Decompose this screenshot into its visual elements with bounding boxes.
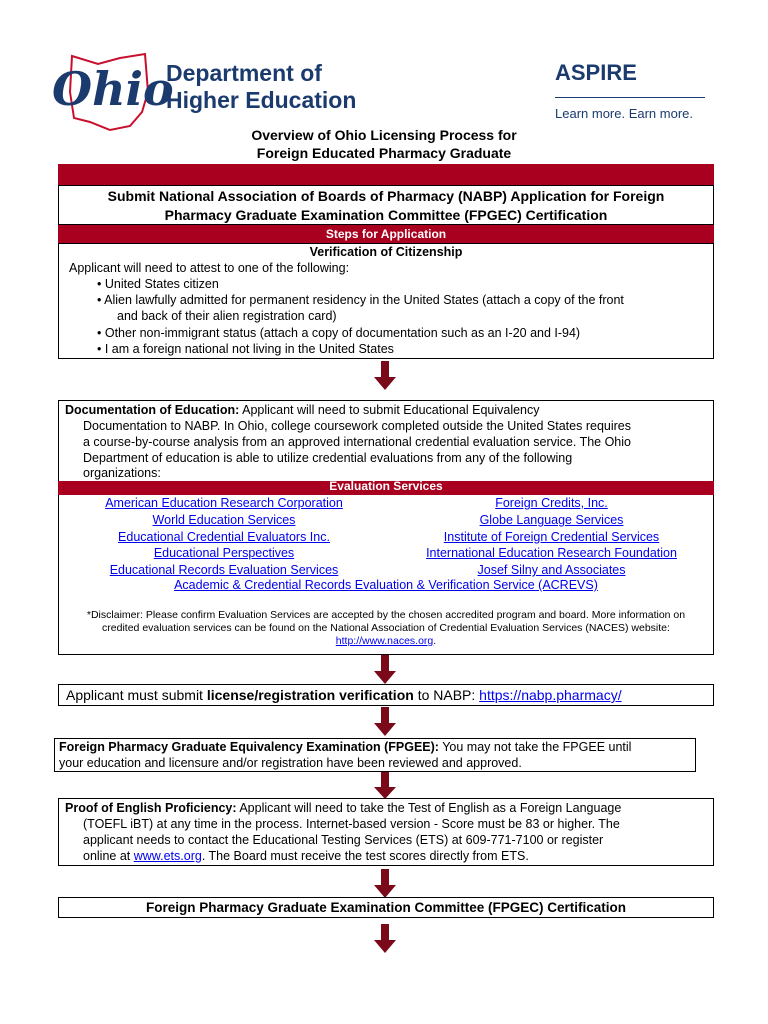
- citizenship-bullet-2-cont: and back of their alien registration card): [117, 309, 337, 323]
- education-box: [58, 400, 714, 482]
- citizenship-intro: Applicant will need to attest to one of the following:: [69, 261, 350, 275]
- license-middle: to NABP:: [413, 687, 480, 703]
- nabp-application-line-2: Pharmacy Graduate Examination Committee (FPGEC) Certification: [164, 207, 608, 223]
- fpgee-label: Foreign Pharmacy Graduate Equivalency Examination (FPGEE):: [59, 740, 439, 754]
- down-arrow-icon: [373, 924, 397, 954]
- nabp-application-line-1: Submit National Association of Boards of Pharmacy (NABP) Application for Foreign: [107, 188, 665, 204]
- english-line-2: (TOEFL iBT) at any time in the process. Internet-based version - Score must be 83 or higher. The: [83, 817, 620, 831]
- citizenship-box: [58, 243, 714, 359]
- disclaimer: [59, 609, 713, 648]
- english-line-1: [65, 800, 621, 816]
- education-line-3: a course-by-course analysis from an approved international credential evaluation service. The Ohio: [83, 435, 631, 449]
- english-line-3: applicant needs to contact the Educational Testing Services (ETS) at 609-771-7100 or register: [83, 833, 604, 847]
- page-title-line-2: Foreign Educated Pharmacy Graduate: [256, 145, 512, 161]
- aspire-divider: [555, 97, 705, 98]
- english-line-4: [83, 848, 529, 864]
- service-link-wes[interactable]: World Education Services: [152, 513, 296, 527]
- citizenship-bullet-3: • Other non-immigrant status (attach a copy of documentation such as an I-20 and I-94): [97, 326, 581, 340]
- english-proficiency-box: [58, 798, 714, 866]
- top-red-bar: [58, 164, 714, 185]
- down-arrow-icon: [373, 772, 397, 800]
- english-text-1: Applicant will need to take the Test of English as a Foreign Language: [236, 801, 622, 815]
- page-title-line-1: Overview of Ohio Licensing Process for: [251, 127, 517, 143]
- disclaimer-line-1: *Disclaimer: Please confirm Evaluation Services are accepted by the chosen accredited program and board. More information on: [86, 609, 686, 621]
- fpgee-line-2: your education and licensure and/or registration have been reviewed and approved.: [59, 756, 522, 770]
- service-link-jsa[interactable]: Josef Silny and Associates: [477, 563, 626, 577]
- aspire-title: ASPIRE: [555, 60, 637, 85]
- down-arrow-icon: [373, 869, 397, 899]
- nabp-application-box: [58, 185, 714, 225]
- license-prefix: Applicant must submit: [66, 687, 207, 703]
- fpgec-certification-box: Foreign Pharmacy Graduate Examination Committee (FPGEC) Certification: [58, 897, 714, 918]
- down-arrow-icon: [373, 655, 397, 685]
- ohio-logo-text: Ohio: [52, 62, 174, 116]
- service-link-ierf[interactable]: International Education Research Foundation: [426, 546, 677, 560]
- english-label: Proof of English Proficiency:: [65, 801, 237, 815]
- page-title: [0, 126, 768, 162]
- english-line-4-prefix: online at: [83, 849, 134, 863]
- license-verification-box: [58, 684, 714, 706]
- fpgee-line-1: [59, 739, 695, 755]
- service-link-fci[interactable]: Foreign Credits, Inc.: [495, 496, 608, 510]
- service-link-gls[interactable]: Globe Language Services: [479, 513, 624, 527]
- service-link-ifcs[interactable]: Institute of Foreign Credential Services: [443, 530, 660, 544]
- down-arrow-icon: [373, 707, 397, 737]
- service-link-eres[interactable]: Educational Records Evaluation Services: [109, 563, 339, 577]
- citizenship-bullet-2: • Alien lawfully admitted for permanent residency in the United States (attach a copy of the front: [97, 293, 624, 307]
- education-text-1: Applicant will need to submit Educational Equivalency: [242, 403, 540, 417]
- service-link-acrevs[interactable]: Academic & Credential Records Evaluation & Verification Service (ACREVS): [174, 578, 598, 592]
- ohio-logo: [50, 52, 174, 132]
- english-line-4-suffix: . The Board must receive the test scores directly from ETS.: [201, 849, 529, 863]
- education-line-5: organizations:: [83, 466, 161, 480]
- citizenship-bullet-1: • United States citizen: [97, 277, 219, 291]
- department-line-1: Department of: [166, 60, 322, 86]
- disclaimer-line-2: credited evaluation services can be found on the National Association of Credential Evaluation Services (NACES) website:: [102, 622, 670, 634]
- department-line-2: Higher Education: [166, 87, 357, 113]
- department-name: [166, 60, 356, 114]
- service-link-aerc[interactable]: American Education Research Corporation: [105, 496, 343, 510]
- citizenship-bullet-4: • I am a foreign national not living in the United States: [97, 342, 394, 356]
- evaluation-services-box: [58, 495, 714, 655]
- education-line-1: [65, 402, 540, 418]
- fpgee-box: [54, 738, 696, 772]
- naces-link[interactable]: http://www.naces.org: [335, 635, 434, 647]
- service-link-ep[interactable]: Educational Perspectives: [153, 546, 295, 560]
- license-bold: license/registration verification: [206, 687, 414, 703]
- service-link-ece[interactable]: Educational Credential Evaluators Inc.: [118, 530, 330, 544]
- down-arrow-icon: [373, 361, 397, 391]
- ets-link[interactable]: www.ets.org: [133, 849, 202, 863]
- education-label: Documentation of Education:: [65, 403, 240, 417]
- citizenship-heading: Verification of Citizenship: [309, 245, 463, 259]
- aspire-tagline: Learn more. Earn more.: [555, 106, 694, 121]
- steps-header: Steps for Application: [58, 225, 714, 243]
- education-line-4: Department of education is able to utilize credential evaluations from any of the following: [83, 451, 573, 465]
- evaluation-services-header: Evaluation Services: [58, 481, 714, 495]
- education-line-2: Documentation to NABP. In Ohio, college coursework completed outside the United States requires: [83, 419, 631, 433]
- fpgee-text-1: You may not take the FPGEE until: [438, 740, 632, 754]
- disclaimer-end: .: [433, 635, 437, 647]
- nabp-link[interactable]: https://nabp.pharmacy/: [479, 687, 622, 703]
